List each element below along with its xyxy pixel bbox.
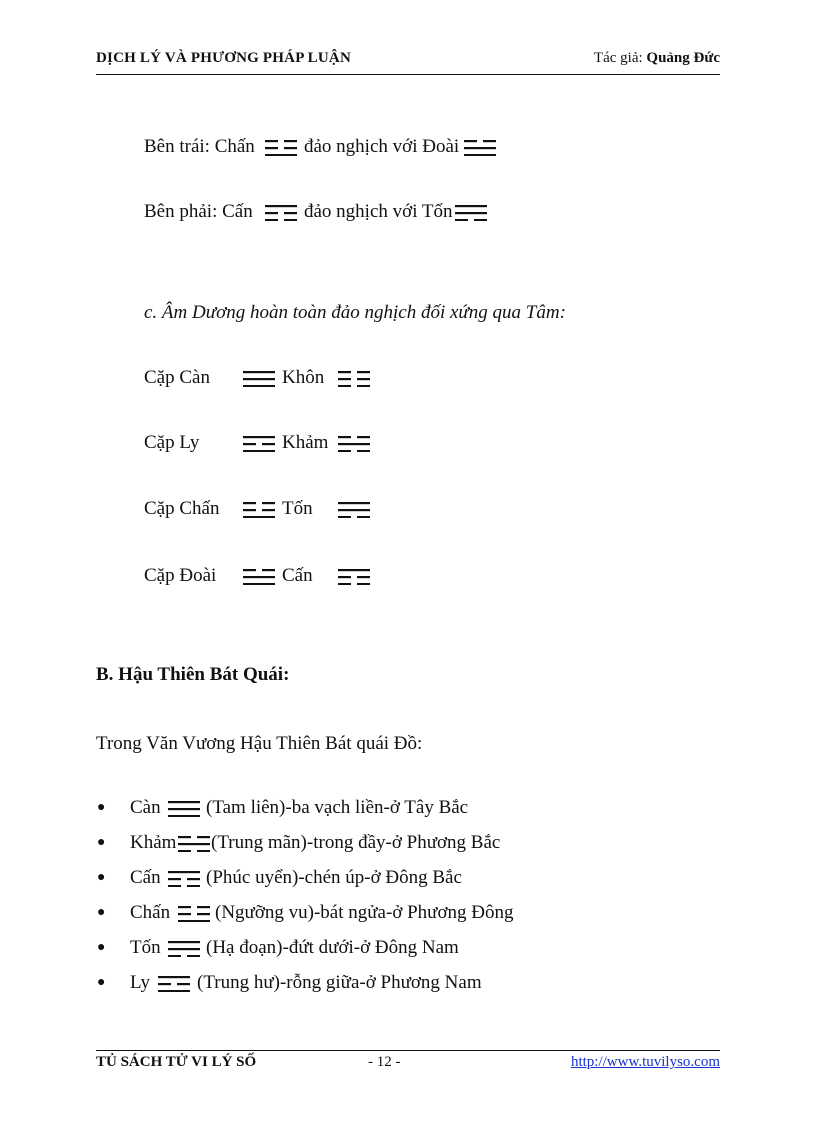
- pair-partner: Khôn: [282, 367, 325, 388]
- header-title: DỊCH LÝ VÀ PHƯƠNG PHÁP LUẬN: [96, 50, 351, 66]
- bullet-dot: ●: [97, 975, 106, 990]
- footer-title: TỦ SÁCH TỬ VI LÝ SỐ: [96, 1054, 257, 1070]
- bullet-desc: (Hạ đoạn)-đứt dưới-ở Đông Nam: [206, 937, 459, 958]
- bullet-dot: ●: [97, 800, 106, 815]
- bullet-name: Ly: [130, 972, 151, 993]
- bullet-desc: (Phúc uyển)-chén úp-ở Đông Bắc: [206, 867, 462, 888]
- ton-trigram-icon: [455, 203, 487, 221]
- pair-label: Cặp Ly: [144, 432, 200, 453]
- can-trigram-icon: [168, 869, 200, 887]
- bullet-name: Khảm: [130, 832, 177, 853]
- pair-label: Cặp Chấn: [144, 498, 220, 519]
- author-name: Quảng Đức: [646, 50, 720, 66]
- khon-trigram-icon: [338, 369, 370, 387]
- footer-link[interactable]: http://www.tuvilyso.com: [570, 1054, 720, 1070]
- chan-trigram-icon: [178, 904, 210, 922]
- pair-label: Cặp Càn: [144, 367, 210, 388]
- bullet-desc: (Tam liên)-ba vạch liền-ở Tây Bắc: [206, 797, 469, 818]
- bullet-desc: (Trung hư)-rỗng giữa-ở Phương Nam: [197, 972, 482, 993]
- ben-trai-b: đảo nghịch với Đoài: [304, 136, 460, 157]
- bullet-name: Càn: [130, 797, 161, 818]
- ben-phai-b: đảo nghịch với Tốn: [304, 201, 453, 222]
- bullet-name: Tốn: [130, 937, 161, 958]
- kham-trigram-icon: [178, 834, 210, 852]
- doai-trigram-icon: [243, 567, 275, 585]
- can-heaven-trigram-icon: [243, 369, 275, 387]
- ben-phai-a: Bên phải: Cấn: [144, 201, 253, 222]
- can-trigram-icon: [265, 203, 297, 221]
- bullet-name: Cấn: [130, 867, 161, 888]
- bullet-dot: ●: [97, 940, 106, 955]
- page-number: - 12 -: [368, 1054, 401, 1070]
- chan-trigram-icon: [265, 138, 297, 156]
- bullet-dot: ●: [97, 835, 106, 850]
- ly-trigram-icon: [243, 434, 275, 452]
- pair-partner: Khảm: [282, 432, 329, 453]
- pair-partner: Cấn: [282, 565, 313, 586]
- bullet-desc: (Trung mãn)-trong đầy-ở Phương Bắc: [211, 832, 501, 853]
- ly-trigram-icon: [158, 974, 190, 992]
- heading-c: c. Âm Dương hoàn toàn đảo nghịch đối xứng qua Tâm:: [144, 302, 566, 323]
- bullet-desc: (Ngưỡng vu)-bát ngửa-ở Phương Đông: [215, 902, 514, 923]
- bullet-name: Chấn: [130, 902, 171, 923]
- pair-partner: Tốn: [282, 498, 313, 519]
- bullet-dot: ●: [97, 870, 106, 885]
- ton-trigram-icon: [338, 500, 370, 518]
- header-rule: [96, 74, 720, 75]
- footer-rule: [96, 1050, 720, 1051]
- can-heaven-trigram-icon: [168, 799, 200, 817]
- ben-trai-a: Bên trái: Chấn: [144, 136, 255, 157]
- ton-trigram-icon: [168, 939, 200, 957]
- section-b-heading: B. Hậu Thiên Bát Quái:: [96, 664, 290, 685]
- intro-text: Trong Văn Vương Hậu Thiên Bát quái Đồ:: [96, 733, 423, 754]
- kham-trigram-icon: [338, 434, 370, 452]
- doai-trigram-icon: [464, 138, 496, 156]
- bullet-dot: ●: [97, 905, 106, 920]
- header-author: [594, 50, 720, 67]
- author-label: Tác giả:: [593, 50, 647, 66]
- chan-trigram-icon: [243, 500, 275, 518]
- can-trigram-icon: [338, 567, 370, 585]
- pair-label: Cặp Đoài: [144, 565, 217, 586]
